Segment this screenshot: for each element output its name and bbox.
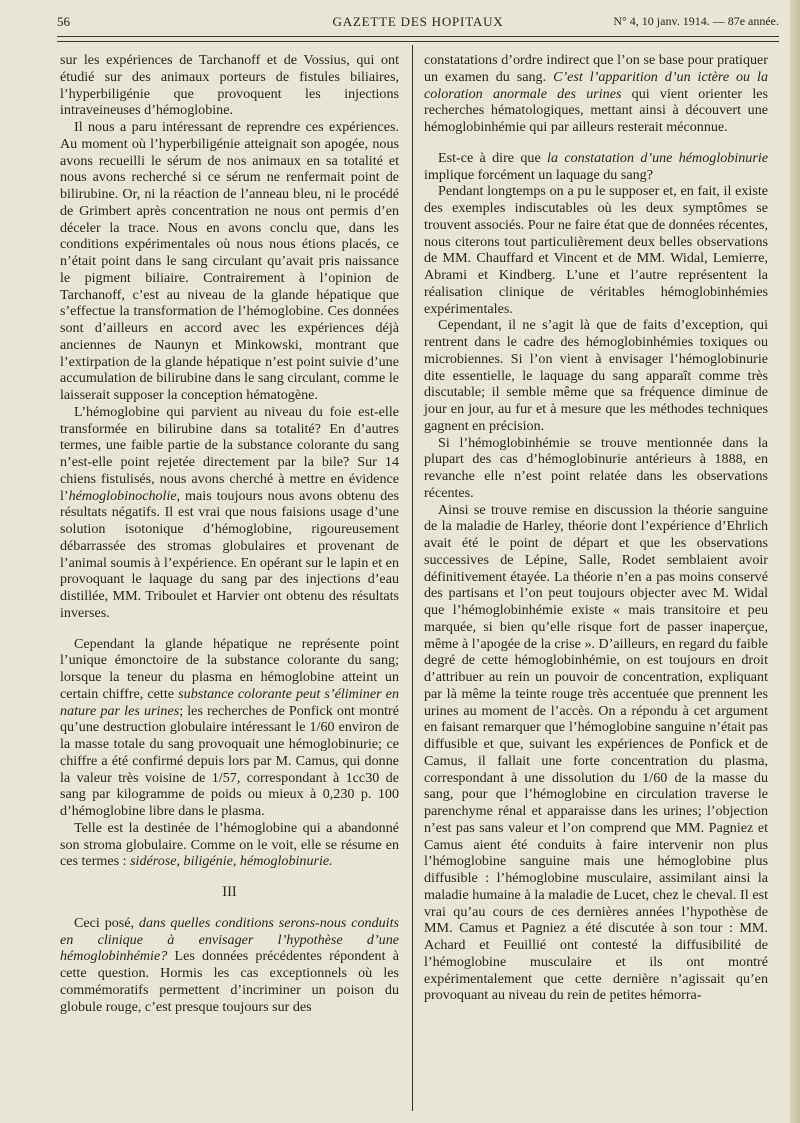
paragraph: sur les expériences de Tarchanoff et de Vossius, qui ont étudié sur des animaux porteurs de fistules biliaires, l’hyperbiligénie que provoquent les injections intraveineuses d’hémoglobine. — [60, 52, 399, 119]
italic-term: hémoglobinocholie — [68, 487, 177, 504]
paragraph: Cependant la glande hépatique ne représente point l’unique émonctoire de la substance colorante du sang; lorsque la teneur du plasma en hémoglobine atteint un certain chiffre, cette substance colorante peut s’éliminer en nature par les urines; les recherches de Ponfick ont montré qu’une destruction globulaire intéressant le 1/60 environ de la masse totale du sang provoquait une hémoglobinurie; ce chiffre a été confirmé depuis lors par M. Camus, qui donne la valeur très voisine de 1/57, correspondant à 1cc30 de sang par kilogramme de poids ou mieux à 0,230 p. 100 d’hémoglobine libre dans le plasma. — [60, 635, 400, 819]
right-column — [424, 52, 768, 1004]
italic-terms: sidérose, biligénie, hémoglobinurie. — [130, 853, 333, 870]
paragraph: Cependant, il ne s’agit là que de faits d’exception, qui rentrent dans le cadre des hémoglobinhémies toxiques ou microbiennes. Si l’on vient à envisager l’hémoglobinurie dite essentielle, le laquage du sang apparaît comme très discutable; il semble même que sa fréquence diminue de jour en jour, au fur et à mesure que les méthodes techniques gagnent en précision. — [424, 317, 768, 434]
header-rule-bottom — [57, 41, 779, 42]
paragraph: Pendant longtemps on a pu le supposer et, en fait, il existe des exemples indiscutables où les deux symptômes se trouvent associés. Pour ne faire état que de données récentes, nous citerons tout particulièrement deux belles observations de MM. Chauffard et Vincent et de MM. Widal, Lemierre, Abrami et Kindberg. L’une et l’autre représentent la réalisation clinique de véritables hémoglobinhémies expérimentales. — [424, 183, 768, 317]
paragraph: Ainsi se trouve remise en discussion la théorie sanguine de la maladie de Harley, théorie dont l’expérience d’Ehrlich avait été le point de départ et que les observations successives de Lépine, Salle, Rodet semblaient avoir définitivement étayée. La théorie n’en a pas moins conservé des partisans et l’on peut toujours objecter avec M. Widal que l’hémoglobinhémie existe « mais transitoire et peu marquée, si bien qu’elle risque fort de passer inaperçue, même à l’apogée de la crise ». D’ailleurs, en regard du faible degré de cette hémoglobinhémie, on est toujours en droit d’attribuer au rein un pouvoir de concentration, expliquant par là même la teinte rouge très accentuée que prennent les urines au moment de l’accès. On a répondu à cet argument en faisant remarquer que l’hémoglobine sanguine n’était pas diffusible et que, suivant les expériences de Ponfick et de Camus, il fallait une forte concentration du plasma, correspondant à une dissolution du 1/60 de la masse du sang, pour que l’hémoglobine en circulation traverse le parenchyme rénal et apparaisse dans les urines; l’objection n’est pas sans valeur et l’on comprend que MM. Pagniez et Camus aient été conduits à faire intervenir non plus l’hémoglobine sanguine mais une hémoglobine plus diffusible : l’hémoglobine musculaire, assimilant ainsi la maladie humaine à la maladie de Lucet, chez le cheval. Il est vrai qu’au cours de ces dernières années l’hypothèse de MM. Camus et Pagniez a été discutée à son tour : MM. Achard et Feuillié ont contesté la diffusibilité de l’hémoglobine musculaire et ils ont montré expérimentalement que cette dernière n’agissait qu’en provoquant au niveau du rein de petites hémorra- — [424, 501, 768, 1004]
paragraph: L’hémoglobine qui parvient au niveau du foie est-elle transformée en bilirubine dans sa totalité? En d’autres termes, une faible partie de la substance colorante du sang n’est-elle point rejetée directement par la bile? Sur 14 chiens fistulisés, nous avons cherché à mettre en évidence l’hémoglobinocholie, mais toujours nous avons obtenu des résultats négatifs. Il est vrai que nous faisions usage d’une solution isotonique d’hémoglobine, rigoureusement débarrassée des stromas globulaires et provenant de l’animal soumis à l’expérience. En opérant sur le lapin et en provoquant le laquage du sang par des injections d’eau distillée, MM. Triboulet et Harvier ont obtenu des résultats inverses. — [60, 403, 399, 621]
running-header — [57, 12, 779, 34]
italic-phrase: substance colorante peut s’éliminer en nature par les urines — [60, 685, 399, 719]
page-edge — [790, 0, 800, 1123]
page-number: 56 — [57, 14, 70, 29]
paragraph: Il nous a paru intéressant de reprendre ces expériences. Au moment où l’hyperbiligénie atteignait son apogée, nous avons recueilli le sérum de nos animaux en sa totalité et nous avons recherché si ce sérum ne renfermait point de bilirubine. Or, ni la réaction de l’anneau bleu, ni le procédé de Grimbert après concentration ne nous ont permis d’en déceler la trace. Nous en avons conclu que, dans les conditions expérimentales où nous nous étions placés, ce n’était point dans le sang circulant qu’avait pris naissance le pigment biliaire. Contrairement à l’opinion de Tarchanoff, c’est au niveau de la glande hépatique que s’effectue la transformation de l’hémoglobine. Ces données sont d’ailleurs en accord avec les expériences déjà anciennes de Naunyn et Minkowski, montrant que l’extirpation de la glande hépatique n’est point suivie d’une accumulation de bilirubine dans le sang circulant, comme le laisserait supposer la conception hématogène. — [60, 119, 399, 403]
italic-phrase: C’est l’apparition d’un ictère ou la coloration anormale des urines — [424, 68, 768, 102]
paragraph: Si l’hémoglobinhémie se trouve mentionnée dans la plupart des cas d’hémoglobinurie antérieurs à 1888, en revanche elle n’est point relatée dans les observations récentes. — [424, 434, 768, 501]
header-rule-top — [57, 36, 779, 37]
paragraph: Telle est la destinée de l’hémoglobine qui a abandonné son stroma globulaire. Comme on le voit, elle se résume en ces termes : sidérose, biligénie, hémoglobinurie. — [60, 819, 399, 870]
paragraph: Est-ce à dire que la constatation d’une hémoglobinurie implique forcément un laquage du sang? — [424, 149, 768, 183]
journal-title: GAZETTE DES HOPITAUX — [332, 14, 504, 29]
issue-info: N° 4, 10 janv. 1914. — 87e année. — [613, 14, 779, 28]
paragraph: constatations d’ordre indirect que l’on se base pour pratiquer un examen du sang. C’est l’apparition d’un ictère ou la coloration anormale des urines qui vient orienter les recherches hématologiques, mettant ainsi à découvert une hémoglobinhémie qui par ailleurs resterait méconnue. — [424, 52, 768, 135]
italic-phrase: la constatation d’une hémoglobinurie — [547, 149, 768, 166]
column-separator — [412, 45, 413, 1111]
section-heading: III — [222, 884, 237, 900]
italic-question: dans quelles conditions serons-nous conduits en clinique à envisager l’hypothèse d’une hémoglobinhémie? — [60, 914, 399, 965]
paragraph: Ceci posé, dans quelles conditions serons-nous conduits en clinique à envisager l’hypothèse d’une hémoglobinhémie? Les données précédentes répondent à cette question. Hormis les cas exceptionnels où les commémoratifs permettent d’incriminer un poison du globule rouge, c’est presque toujours sur des — [60, 914, 399, 1015]
left-column — [60, 52, 399, 1015]
